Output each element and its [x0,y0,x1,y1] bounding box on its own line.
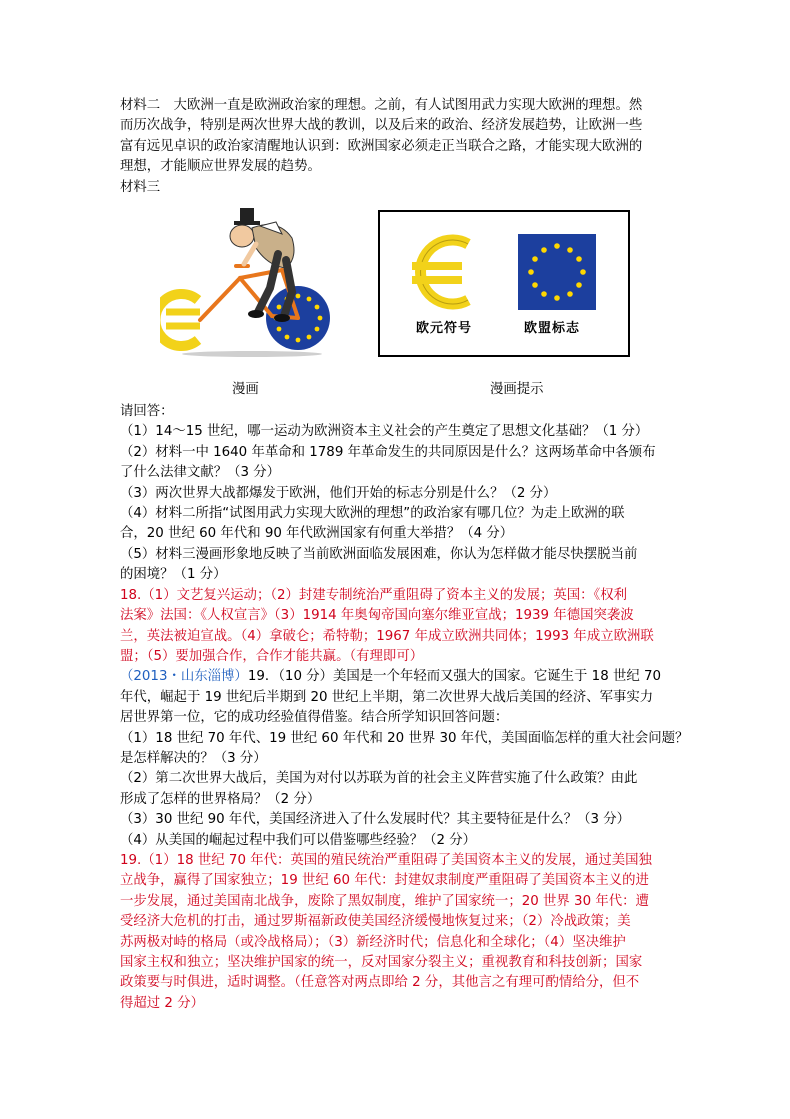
material2-paragraph [120,96,680,178]
q19-line: 年代，崛起于 19 世纪后半期到 20 世纪上半期，第二次世界大战后美国的经济、军事实力 [120,689,654,705]
q19-answer-line: 政策要与时俱进，适时调整。（任意答对两点即给 2 分，其他言之有理可酌情给分，但不 [120,975,640,991]
q18-answer-line: 18.（1）文艺复兴运动；（2）封建专制统治严重阻碍了资本主义的发展；英国：《权利 [120,587,627,603]
q19-first-text: 19．（10 分）美国是一个年轻而又强大的国家。它诞生于 18 世纪 70 [247,669,662,685]
q19-line: 是怎样解决的？（3 分） [120,750,267,766]
q19-line: （2）第二次世界大战后，美国为对付以苏联为首的社会主义阵营实施了什么政策？由此 [120,771,638,787]
material2-line: 富有远见卓识的政治家清醒地认识到：欧洲国家必须走正当联合之路，才能实现大欧洲的 [120,138,643,154]
q19-line: （3）30 世纪 90 年代，美国经济进入了什么发展时代？其主要特征是什么？（3 分） [120,812,631,828]
q18-line: （2）材料一中 1640 年革命和 1789 年革命发生的共同原因是什么？这两场革命中各颁布 [120,444,656,460]
caption-hint: 漫画提示 [490,382,544,398]
q18-answer-line: 法案》法国：《人权宣言》（3）1914 年奥匈帝国向塞尔维亚宣战；1939 年德国突袭波 [120,608,634,624]
q19-answer-line: 国家主权和独立；坚决维护国家的统一，反对国家分裂主义；重视教育和科技创新；国家 [120,955,643,970]
q18-line: （5）材料三漫画形象地反映了当前欧洲面临发展困难，你认为怎样做才能尽快摆脱当前 [120,546,638,562]
cartoon-hint-box [378,210,630,357]
document-page [120,96,689,1014]
caption-cartoon: 漫画 [232,382,259,398]
q18-line: 的困境？（1 分） [120,567,227,583]
q19-answer [120,851,680,1014]
q18-line: （1）14～15 世纪，哪一运动为欧洲资本主义社会的产生奠定了思想文化基础？（1 分） [120,424,649,440]
q18-answer [120,586,680,668]
q19-answer-line: 苏两极对峙的格局（或冷战格局）；（3）新经济时代；信息化和全球化；（4）坚决维护 [120,934,626,950]
material2-line: 理想，才能顺应世界发展的趋势。 [120,159,321,175]
eu-flag-label: 欧盟标志 [524,321,581,337]
q18-line: 合，20 世纪 60 年代和 90 年代欧洲国家有何重大举措？（4 分） [120,526,514,542]
euro-wheel-icon [160,294,200,346]
q18-intro: 请回答： [120,404,174,420]
material2-line: 材料二 大欧洲一直是欧洲政治家的理想。之前，有人试图用武力实现大欧洲的理想。然 [120,98,643,113]
figure-captions [120,380,680,402]
q19-source: （2013・山东淄博） [120,669,248,685]
q18-answer-line: 盟；（5）要加强合作，合作才能共赢。（有理即可） [120,648,424,664]
q18-line: （3）两次世界大战都爆发于欧洲，他们开始的标志分别是什么？（2 分） [120,485,557,501]
q19-answer-line: 受经济大危机的打击，通过罗斯福新政使美国经济缓慢地恢复过来；（2）冷战政策；美 [120,914,631,930]
q19-line: （1）18 世纪 70 年代、19 世纪 60 年代和 20 世界 30 年代，美国面临怎样的重大社会问题？ [120,730,689,746]
q19-answer-line: 19.（1）18 世纪 70 年代：英国的殖民统治严重阻碍了美国资本主义的发展，通过美国独 [120,852,652,868]
q19-line: 居世界第一位，它的成功经验值得借鉴。结合所学知识回答问题： [120,710,509,726]
material3-figure [120,202,680,380]
q19-line: 形成了怎样的世界格局？（2 分） [120,791,321,807]
q19-questions [120,667,689,851]
q19-answer-line: 一步发展，通过美国南北战争，废除了黑奴制度，维护了国家统一；20 世界 30 年代：遭 [120,893,649,909]
euro-symbol-label: 欧元符号 [416,321,473,337]
q18-line: 了什么法律文献？（3 分） [120,465,281,481]
cartoon-image [160,208,340,358]
euro-symbol-icon [410,230,480,314]
q19-line: （4）从美国的崛起过程中我们可以借鉴哪些经验？（2 分） [120,832,477,848]
q18-line: （4）材料二所指“试图用武力实现大欧洲的理想”的政治家有哪几位？为走上欧洲的联 [120,506,625,522]
q19-first-line [120,667,680,687]
q18-questions [120,402,680,586]
q19-answer-line: 立战争，赢得了国家独立；19 世纪 60 年代：封建奴隶制度严重阻碍了美国资本主义的进 [120,873,649,889]
material3-label: 材料三 [120,179,161,195]
eu-flag-icon [518,234,596,310]
q18-answer-line: 兰，英法被迫宣战。（4）拿破仑；希特勒；1967 年成立欧洲共同体；1993 年成立欧洲联 [120,628,654,644]
material2-line: 而历次战争，特别是两次世界大战的教训，以及后来的政治、经济发展趋势，让欧洲一些 [120,118,643,134]
q19-answer-line: 得超过 2 分） [120,995,204,1011]
